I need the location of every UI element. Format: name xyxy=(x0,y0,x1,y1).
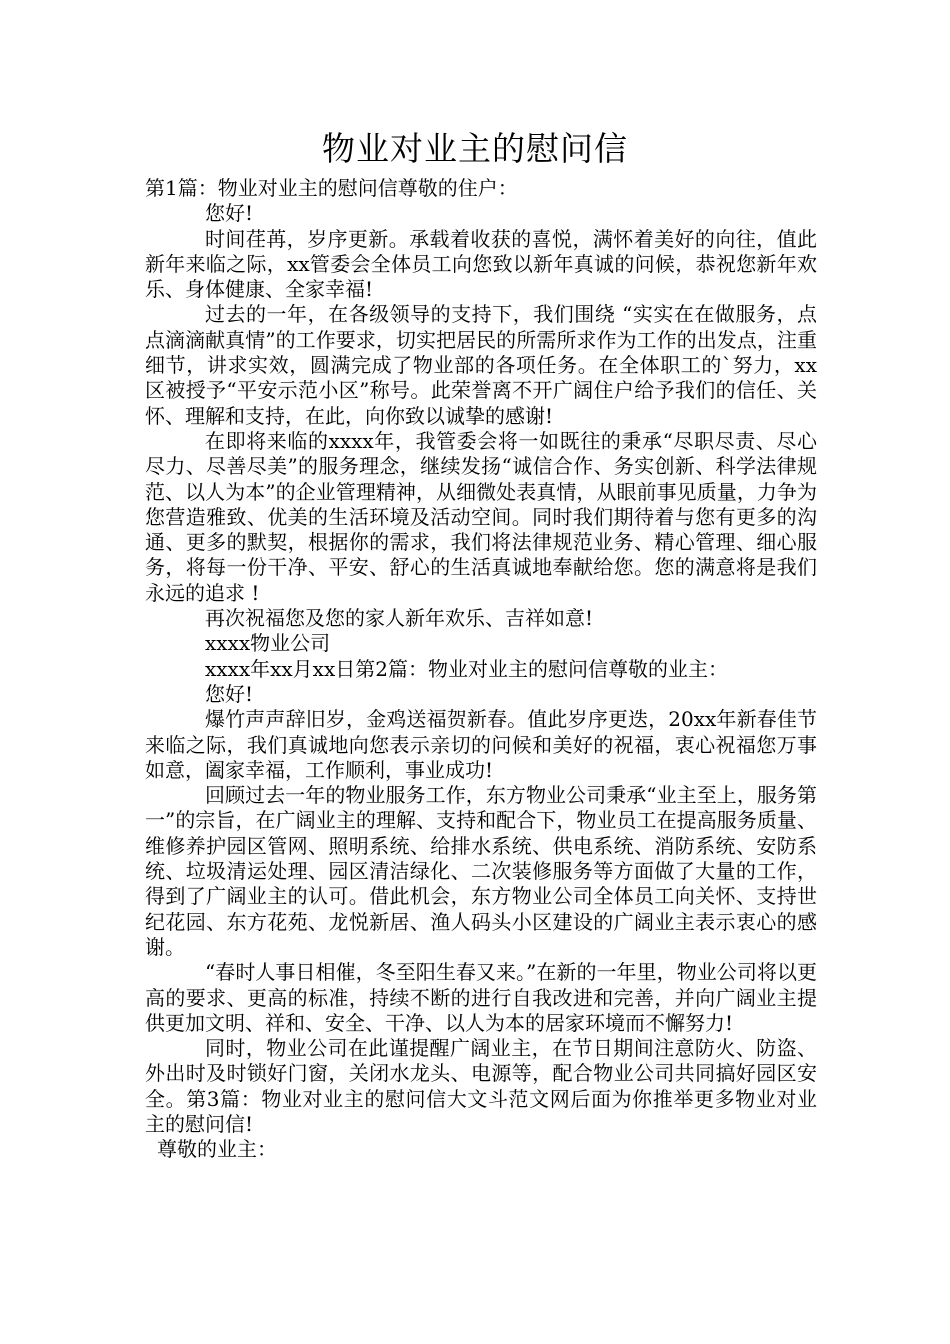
paragraph-body: 同时，物业公司在此谨提醒广阔业主，在节日期间注意防火、防盗、外出时及时锁好门窗，关闭水龙头、电源等，配合物业公司共同搞好园区安全。第3篇：物业对业主的慰问信大文斗范文网后面为你推举更多物业对业主的慰问信! xyxy=(145,1036,817,1136)
paragraph-date-heading-2: xxxx年xx月xx日第2篇：物业对业主的慰问信尊敬的业主： xyxy=(205,656,728,681)
paragraph-body: 在即将来临的xxxx年，我管委会将一如既往的秉承“尽职尽责、尽心尽力、尽善尽美”的服务理念，继续发扬“诚信合作、务实创新、科学法律规范、以人为本”的企业管理精神，从细微处表真情，从眼前事见质量，力争为您营造雅致、优美的生活环境及活动空间。同时我们期待着与您有更多的沟通、更多的默契，根据你的需求，我们将法律规范业务、精心管理、细心服务，将每一份干净、平安、舒心的生活真诚地奉献给您。您的满意将是我们永远的追求 ! xyxy=(145,428,817,605)
paragraph-body: “春时人事日相催，冬至阳生春又来。”在新的一年里，物业公司将以更高的要求、更高的标准，持续不断的进行自我改进和完善，并向广阔业主提供更加文明、祥和、安全、干净、以人为本的居家环境而不懈努力! xyxy=(145,960,817,1035)
paragraph-body: 时间荏苒，岁序更新。承载着收获的喜悦，满怀着美好的向往，值此新年来临之际，xx管委会全体员工向您致以新年真诚的问候，恭祝您新年欢乐、身体健康、全家幸福! xyxy=(145,226,817,302)
document-body xyxy=(145,176,817,1163)
paragraph-closing-wish: 再次祝福您及您的家人新年欢乐、吉祥如意! xyxy=(205,606,594,631)
paragraph-body: 回顾过去一年的物业服务工作，东方物业公司秉承“业主至上，服务第一”的宗旨，在广阔业主的理解、支持和配合下，物业员工在提高服务质量、维修养护园区管网、照明系统、给排水系统、供电系统、消防系统、安防系统、垃圾清运处理、园区清洁绿化、二次装修服务等方面做了大量的工作，得到了广阔业主的认可。借此机会，东方物业公司全体员工向关怀、支持世纪花园、东方花苑、龙悦新居、渔人码头小区建设的广阔业主表示衷心的感谢。 xyxy=(145,783,817,959)
paragraph-body: 爆竹声声辞旧岁，金鸡送福贺新春。值此岁序更迭，20xx年新春佳节来临之际，我们真诚地向您表示亲切的问候和美好的祝福，衷心祝福您万事如意，阖家幸福，工作顺利，事业成功! xyxy=(145,707,817,782)
paragraph-greeting-2: 您好! xyxy=(205,681,254,706)
document-title: 物业对业主的慰问信 xyxy=(322,129,628,168)
paragraph-salutation-3: 尊敬的业主： xyxy=(157,1137,277,1162)
paragraph-heading-1: 第1篇：物业对业主的慰问信尊敬的住户： xyxy=(145,176,518,200)
paragraph-body: 过去的一年，在各级领导的支持下，我们围绕 “实实在在做服务，点点滴滴献真情”的工作要求，切实把居民的所需所求作为工作的出发点，注重细节，讲求实效，圆满完成了物业部的各项任务。在全体职工的`努力，xx区被授予“平安示范小区”称号。此荣誉离不开广阔住户给予我们的信任、关怀、理解和支持，在此，向你致以诚挚的感谢! xyxy=(145,302,817,428)
paragraph-greeting-1: 您好! xyxy=(205,201,254,226)
paragraph-signature: xxxx物业公司 xyxy=(205,631,331,656)
